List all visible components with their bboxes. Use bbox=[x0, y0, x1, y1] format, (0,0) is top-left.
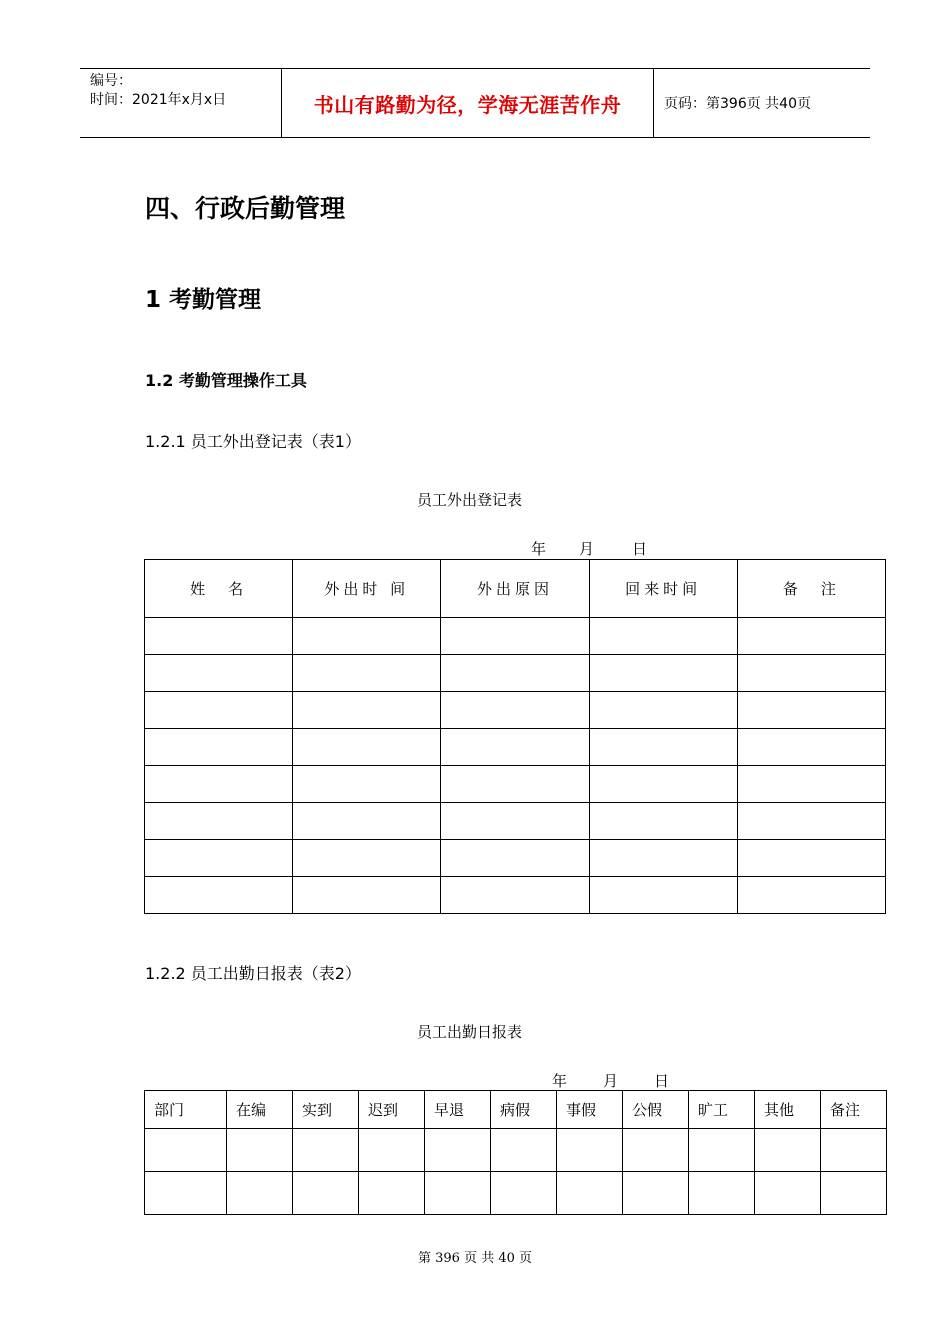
column-header-absent: 旷工 bbox=[689, 1091, 755, 1129]
table-cell[interactable] bbox=[441, 840, 589, 877]
table-row bbox=[145, 655, 886, 692]
table-cell[interactable] bbox=[737, 766, 885, 803]
subsection-heading: 1.2 考勤管理操作工具 bbox=[145, 371, 307, 390]
table-row bbox=[145, 618, 886, 655]
table-cell[interactable] bbox=[821, 1129, 887, 1172]
table-cell[interactable] bbox=[293, 1172, 359, 1215]
column-header-reason: 外出原因 bbox=[441, 560, 589, 618]
table-cell[interactable] bbox=[755, 1172, 821, 1215]
table-row bbox=[145, 729, 886, 766]
column-header-department: 部门 bbox=[145, 1091, 227, 1129]
table-cell[interactable] bbox=[293, 766, 441, 803]
table-cell[interactable] bbox=[359, 1172, 425, 1215]
table-cell[interactable] bbox=[441, 766, 589, 803]
table-cell[interactable] bbox=[737, 729, 885, 766]
table-row bbox=[145, 840, 886, 877]
table-cell[interactable] bbox=[737, 655, 885, 692]
column-header-present: 实到 bbox=[293, 1091, 359, 1129]
table2-dateline bbox=[552, 1070, 669, 1091]
chapter-heading: 1 考勤管理 bbox=[145, 287, 262, 313]
table-cell[interactable] bbox=[737, 618, 885, 655]
table-cell[interactable] bbox=[293, 840, 441, 877]
attendance-report-table bbox=[144, 1090, 887, 1215]
table-cell[interactable] bbox=[441, 729, 589, 766]
table-cell[interactable] bbox=[227, 1172, 293, 1215]
column-header-name: 姓 名 bbox=[145, 560, 293, 618]
table-cell[interactable] bbox=[441, 692, 589, 729]
table-cell[interactable] bbox=[145, 1129, 227, 1172]
header-motto: 书山有路勤为径，学海无涯苦作舟 bbox=[281, 69, 654, 137]
page-footer: 第 396 页 共 40 页 bbox=[417, 1251, 533, 1266]
year-label: 年 bbox=[552, 1072, 568, 1090]
table-cell[interactable] bbox=[589, 655, 737, 692]
table-cell[interactable] bbox=[425, 1129, 491, 1172]
table-cell[interactable] bbox=[293, 729, 441, 766]
table-cell[interactable] bbox=[293, 1129, 359, 1172]
table-cell[interactable] bbox=[589, 618, 737, 655]
table1-title: 员工外出登记表 bbox=[417, 491, 523, 509]
month-label: 月 bbox=[579, 540, 595, 558]
table-cell[interactable] bbox=[145, 729, 293, 766]
table-cell[interactable] bbox=[755, 1129, 821, 1172]
table-cell[interactable] bbox=[293, 618, 441, 655]
table-cell[interactable] bbox=[441, 655, 589, 692]
day-label: 日 bbox=[632, 540, 648, 558]
table2-heading: 1.2.2 员工出勤日报表（表2） bbox=[145, 964, 361, 983]
table-cell[interactable] bbox=[589, 877, 737, 914]
table-cell[interactable] bbox=[623, 1172, 689, 1215]
column-header-early-leave: 早退 bbox=[425, 1091, 491, 1129]
table-cell[interactable] bbox=[145, 877, 293, 914]
table-cell[interactable] bbox=[589, 692, 737, 729]
column-header-return-time: 回来时间 bbox=[589, 560, 737, 618]
table-cell[interactable] bbox=[441, 803, 589, 840]
table-row bbox=[145, 803, 886, 840]
table1-heading: 1.2.1 员工外出登记表（表1） bbox=[145, 432, 361, 451]
table-cell[interactable] bbox=[557, 1129, 623, 1172]
table-cell[interactable] bbox=[441, 877, 589, 914]
document-number-label: 编号： bbox=[90, 73, 132, 89]
page-header bbox=[80, 68, 870, 138]
table-cell[interactable] bbox=[145, 803, 293, 840]
column-header-sick-leave: 病假 bbox=[491, 1091, 557, 1129]
table-cell[interactable] bbox=[821, 1172, 887, 1215]
table-cell[interactable] bbox=[589, 766, 737, 803]
table-cell[interactable] bbox=[145, 618, 293, 655]
table-cell[interactable] bbox=[441, 618, 589, 655]
table-header-row bbox=[145, 1091, 887, 1129]
outing-register-table bbox=[144, 559, 886, 914]
table-cell[interactable] bbox=[359, 1129, 425, 1172]
table-cell[interactable] bbox=[737, 803, 885, 840]
column-header-late: 迟到 bbox=[359, 1091, 425, 1129]
table-row bbox=[145, 1172, 887, 1215]
table-cell[interactable] bbox=[425, 1172, 491, 1215]
year-label: 年 bbox=[531, 540, 547, 558]
table-header-row bbox=[145, 560, 886, 618]
table-cell[interactable] bbox=[689, 1172, 755, 1215]
table-cell[interactable] bbox=[589, 729, 737, 766]
column-header-out-time: 外出时 间 bbox=[293, 560, 441, 618]
column-header-remarks: 备 注 bbox=[737, 560, 885, 618]
table-row bbox=[145, 692, 886, 729]
table-cell[interactable] bbox=[145, 1172, 227, 1215]
header-meta bbox=[80, 69, 281, 137]
table-row bbox=[145, 877, 886, 914]
document-date-label: 时间：2021年x月x日 bbox=[90, 92, 227, 108]
table-cell[interactable] bbox=[293, 692, 441, 729]
day-label: 日 bbox=[654, 1072, 670, 1090]
table-cell[interactable] bbox=[589, 803, 737, 840]
table-cell[interactable] bbox=[689, 1129, 755, 1172]
table-cell[interactable] bbox=[491, 1129, 557, 1172]
table-cell[interactable] bbox=[227, 1129, 293, 1172]
table-cell[interactable] bbox=[623, 1129, 689, 1172]
table-row bbox=[145, 1129, 887, 1172]
table-cell[interactable] bbox=[293, 655, 441, 692]
table-row bbox=[145, 766, 886, 803]
section-heading: 四、行政后勤管理 bbox=[145, 194, 346, 223]
table-cell[interactable] bbox=[491, 1172, 557, 1215]
column-header-other: 其他 bbox=[755, 1091, 821, 1129]
month-label: 月 bbox=[603, 1072, 619, 1090]
table-cell[interactable] bbox=[145, 840, 293, 877]
column-header-on-roll: 在编 bbox=[227, 1091, 293, 1129]
column-header-official-leave: 公假 bbox=[623, 1091, 689, 1129]
table-cell[interactable] bbox=[557, 1172, 623, 1215]
table-cell[interactable] bbox=[293, 877, 441, 914]
table-cell[interactable] bbox=[145, 766, 293, 803]
table-cell[interactable] bbox=[589, 840, 737, 877]
table-cell[interactable] bbox=[737, 692, 885, 729]
column-header-personal-leave: 事假 bbox=[557, 1091, 623, 1129]
column-header-remarks: 备注 bbox=[821, 1091, 887, 1129]
table-cell[interactable] bbox=[145, 692, 293, 729]
table2-title: 员工出勤日报表 bbox=[417, 1023, 523, 1041]
table1-dateline bbox=[531, 538, 647, 559]
table-cell[interactable] bbox=[145, 655, 293, 692]
table-cell[interactable] bbox=[293, 803, 441, 840]
header-page-info: 页码：第396页 共40页 bbox=[664, 96, 811, 112]
table-cell[interactable] bbox=[737, 877, 885, 914]
table-cell[interactable] bbox=[737, 840, 885, 877]
